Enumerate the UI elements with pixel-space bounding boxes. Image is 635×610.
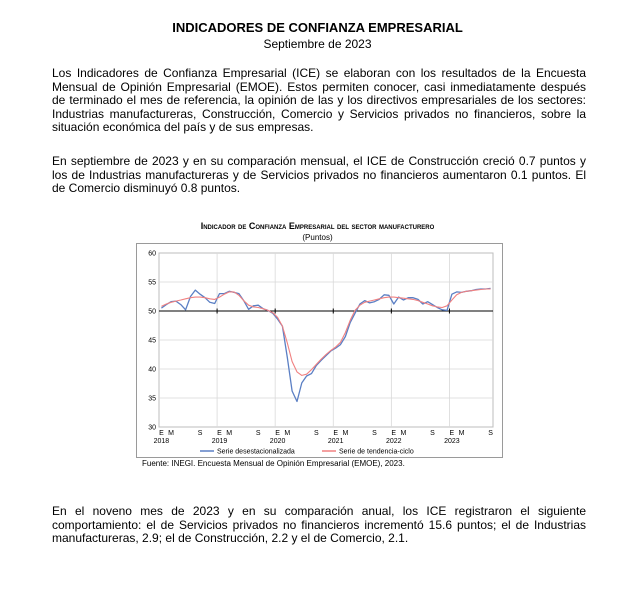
x-tick-label: E bbox=[159, 430, 164, 437]
x-year-label: 2021 bbox=[327, 438, 344, 445]
chart-unit: (Puntos) bbox=[302, 233, 333, 242]
x-tick-label: M bbox=[342, 430, 349, 437]
x-year-label: 2018 bbox=[153, 438, 170, 445]
chart-source: Fuente: INEGI. Encuesta Mensual de Opinión Empresarial (EMOE), 2023. bbox=[142, 459, 405, 468]
x-tick-label: E bbox=[275, 430, 280, 437]
x-tick-label: E bbox=[391, 430, 397, 437]
x-year-label: 2020 bbox=[269, 438, 286, 445]
x-tick-label: S bbox=[488, 430, 493, 437]
x-tick-label: S bbox=[255, 430, 261, 437]
x-tick-label: S bbox=[313, 430, 319, 437]
intro-paragraph: Los Indicadores de Confianza Empresarial (ICE) se elaboran con los resultados de la Encuesta Mensual de Opinión Empresarial (EMOE). Estos permiten conocer, casi inmediatamente después de terminado el mes de referencia, la opinión de las y los directivos empresariales de los sectores: Industrias manufactureras, Construcción, Comercio y Servicios privados no financieros, sobre la situación económica del país y de sus empresas. bbox=[52, 66, 586, 135]
x-tick-label: E bbox=[333, 430, 339, 437]
x-tick-label: E bbox=[449, 430, 455, 437]
chart-title: Indicador de Confianza Empresarial del sector manufacturero bbox=[200, 221, 435, 231]
y-tick-label: 30 bbox=[148, 424, 156, 432]
legend-label: Serie desestacionalizada bbox=[217, 448, 295, 456]
chart-container bbox=[136, 243, 503, 458]
x-tick-label: M bbox=[168, 430, 175, 437]
legend-label: Serie de tendencia-ciclo bbox=[339, 448, 414, 456]
x-tick-label: M bbox=[284, 430, 291, 437]
x-tick-label: M bbox=[226, 430, 233, 437]
document-title: INDICADORES DE CONFIANZA EMPRESARIAL bbox=[172, 20, 463, 35]
y-tick-label: 50 bbox=[148, 308, 156, 316]
document-date: Septiembre de 2023 bbox=[263, 37, 372, 51]
x-tick-label: M bbox=[400, 430, 407, 437]
x-tick-label: S bbox=[197, 430, 203, 437]
x-tick-label: S bbox=[430, 430, 435, 437]
y-tick-label: 55 bbox=[148, 279, 156, 287]
y-tick-label: 45 bbox=[148, 337, 156, 345]
y-tick-label: 35 bbox=[148, 395, 156, 403]
annual-comparison-paragraph: En el noveno mes de 2023 y en su comparación anual, los ICE registraron el siguiente comportamiento: el de Servicios privados no financieros incrementó 15.6 puntos; el de Industrias manufactureras, 2.9; el de Construcción, 2.2 y el de Comercio, 2.1. bbox=[52, 504, 586, 546]
x-year-label: 2022 bbox=[385, 438, 402, 445]
x-year-label: 2019 bbox=[211, 438, 228, 445]
chart-svg bbox=[137, 244, 502, 457]
x-tick-label: S bbox=[372, 430, 377, 437]
x-tick-label: M bbox=[458, 430, 465, 437]
monthly-comparison-paragraph: En septiembre de 2023 y en su comparación mensual, el ICE de Construcción creció 0.7 puntos y los de Industrias manufactureras y de Servicios privados no financieros aumentaron 0.1 puntos. El de Comercio disminuyó 0.8 puntos. bbox=[52, 154, 586, 196]
y-tick-label: 40 bbox=[148, 366, 156, 374]
y-tick-label: 60 bbox=[148, 250, 156, 258]
x-year-label: 2023 bbox=[444, 438, 460, 445]
x-tick-label: E bbox=[217, 430, 222, 437]
